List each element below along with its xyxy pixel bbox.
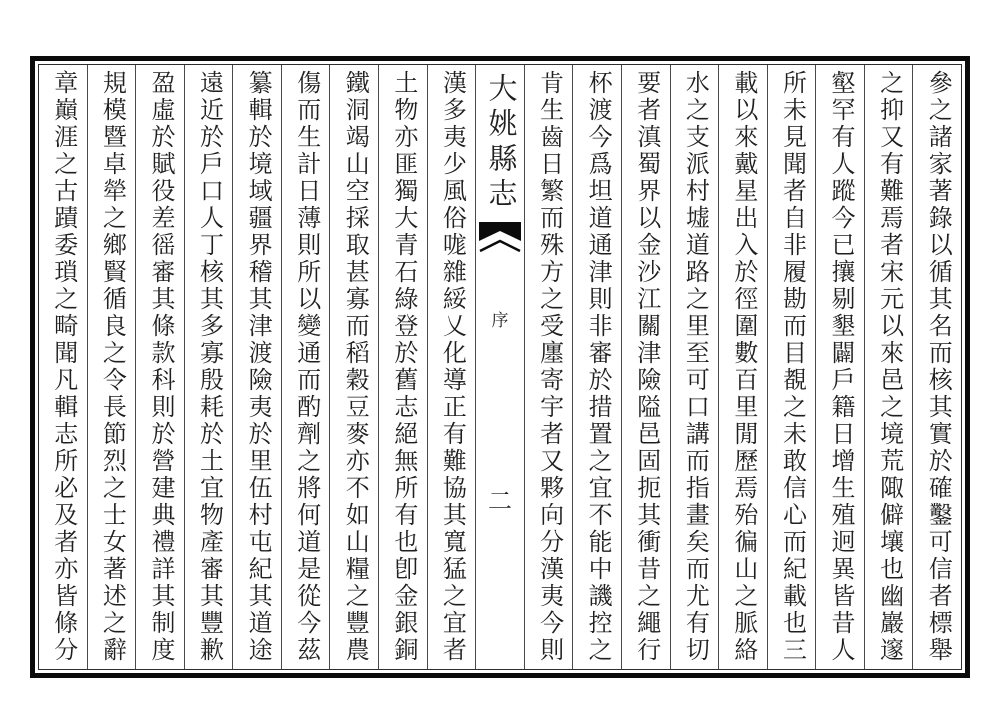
column-text: 杯渡今爲坦道通津則非審於措置之宜不能中譏控之 [584, 70, 611, 664]
page-frame-inner [38, 64, 962, 670]
text-column-right-5 [718, 65, 767, 669]
text-column-right-7 [621, 65, 670, 669]
text-column-left-9 [39, 65, 87, 669]
center-foldline-column [475, 65, 524, 669]
column-text: 要者滇蜀界以金沙江關津險隘邑固扼其衝昔之繩行 [632, 70, 659, 664]
text-column-right-4 [767, 65, 816, 669]
column-text: 章巔涯之古蹟委瑣之畸聞凡輯志所必及者亦皆條分 [49, 70, 76, 664]
text-column-left-8 [87, 65, 136, 669]
text-column-left-6 [184, 65, 233, 669]
column-text: 參之諸家著錄以循其名而核其實於確鑿可信者標舉 [924, 70, 951, 664]
section-label: 序 [491, 311, 509, 330]
column-text: 載以來戴星出入於徑圍數百里閒歷焉殆徧山之脈絡 [729, 70, 756, 664]
column-text: 土物亦匪獨大青石綠登於舊志絕無所有也卽金銀銅 [389, 70, 416, 664]
text-column-right-3 [815, 65, 864, 669]
text-column-right-2 [864, 65, 913, 669]
column-text: 遠近於戶口人丁核其多寡殷耗於土宜物產審其豐歉 [195, 70, 222, 664]
text-column-right-8 [572, 65, 621, 669]
page-number: 二 [488, 489, 512, 515]
column-text: 規模暨卓犖之鄉賢循良之令長節烈之士女著述之辭 [98, 70, 125, 664]
text-column-right-6 [670, 65, 719, 669]
text-column-left-1 [427, 65, 476, 669]
column-text: 傷而生計日薄則所以變通而酌劑之將何道是從今茲 [292, 70, 319, 664]
column-text: 所未見聞者自非履勘而目覩之未敢信心而紀載也三 [778, 70, 805, 664]
text-block [39, 65, 961, 669]
text-column-left-3 [329, 65, 378, 669]
column-text: 纂輯於境域疆界稽其津渡險夷於里伍村屯紀其道途 [244, 70, 271, 664]
text-column-right-1 [912, 65, 961, 669]
text-column-left-5 [232, 65, 281, 669]
column-text: 之抑又有難焉者宋元以來邑之境荒陬僻壤也幽巖邃 [875, 70, 902, 664]
column-text: 鐵洞竭山空採取甚寡而稻穀豆麥亦不如山糧之豐農 [341, 70, 368, 664]
fishtail-icon [479, 222, 521, 254]
column-text: 肯生齒日繁而殊方之受廛寄宇者又夥向分漢夷今則 [535, 70, 562, 664]
column-text: 盈虛於賦役差徭審其條款科則於營建典禮詳其制度 [146, 70, 173, 664]
text-column-right-9 [524, 65, 573, 669]
text-column-left-2 [378, 65, 427, 669]
text-column-left-7 [135, 65, 184, 669]
text-column-left-4 [281, 65, 330, 669]
page-frame [30, 56, 970, 678]
column-text: 壑罕有人蹤今已攘剔墾闢戶籍日增生殖迥異皆昔人 [827, 70, 854, 664]
book-title: 大姚縣志 [484, 73, 517, 213]
column-text: 漢多夷少風俗哤雜綏乂化導正有難協其寬猛之宜者 [438, 70, 465, 664]
column-text: 水之支派村墟道路之里至可口講而指畫矣而尤有切 [681, 70, 708, 664]
